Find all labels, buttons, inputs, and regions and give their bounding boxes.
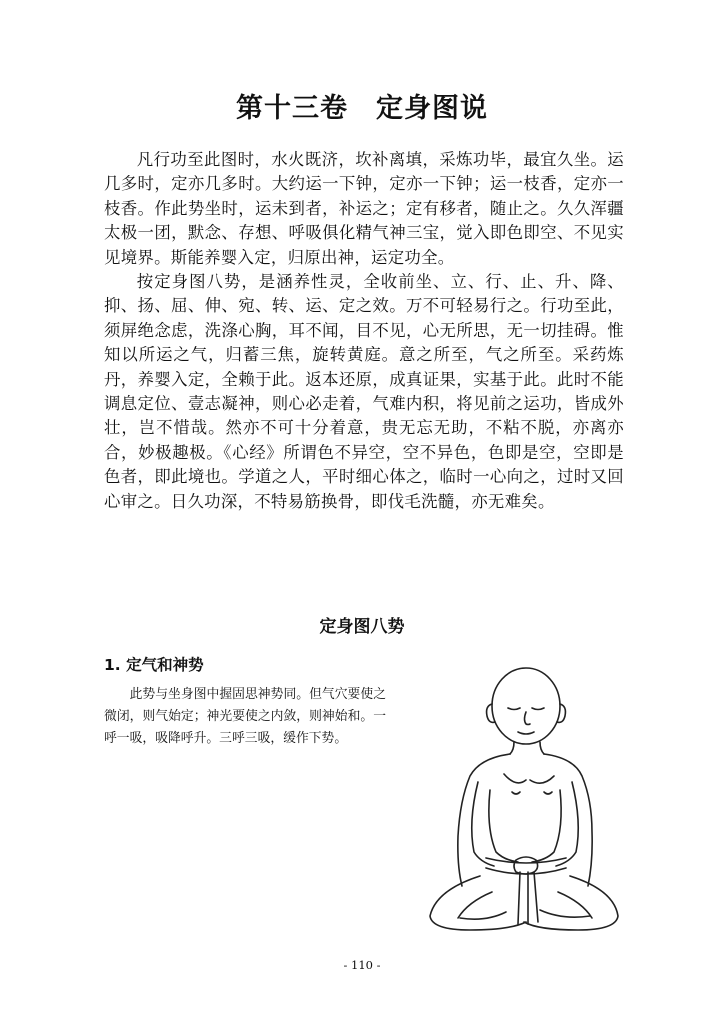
- subsection-paragraph: 此势与坐身图中握固思神势同。但气穴要使之微闭，则气始定；神光要使之内敛，则神始和。一呼一吸，吸降呼升。三呼三吸，缓作下势。: [104, 687, 386, 746]
- chapter-title: 第十三卷 定身图说: [236, 93, 488, 124]
- seated-meditating-figure-illustration: [420, 662, 620, 934]
- page-number: - 110 -: [343, 958, 381, 972]
- paragraph: 按定身图八势，是涵养性灵，全收前坐、立、行、止、升、降、抑、扬、屈、伸、宛、转、运、定之效。万不可轻易行之。行功至此，须屏绝念虑，洗涤心胸，耳不闻，目不见，心无所思，无一切挂碍。惟知以所运之气，归蓄三焦，旋转黄庭。意之所至，气之所至。采药炼丹，养婴入定，全赖于此。返本还原，成真证果，实基于此。此时不能调息定位、壹志凝神，则心必走着，气难内积，将见前之运功，皆成外壮，岂不惜哉。然亦不可十分着意，贵无忘无助，不粘不脱，亦离亦合，妙极趣极。《心经》所谓色不异空，空不异色，色即是空，空即是色者，即此境也。学道之人，平时细心体之，临时一心向之，过时又回心审之。日久功深，不特易筋换骨，即伐毛洗髓，亦无难矣。: [104, 272, 624, 511]
- subsection-text: [104, 684, 386, 750]
- main-text: [104, 148, 624, 514]
- subsection-title: 1. 定气和神势: [104, 656, 204, 674]
- section-title: 定身图八势: [319, 617, 405, 637]
- paragraph: 凡行功至此图时，水火既济，坎补离填，采炼功毕，最宜久坐。运几多时，定亦几多时。大约运一下钟，定亦一下钟；运一枝香，定亦一枝香。作此势坐时，运未到者，补运之；定有移者，随止之。久久浑疆太极一团，默念、存想、呼吸俱化精气神三宝，觉入即色即空、不见实见境界。斯能养婴入定，归原出神，运定功全。: [104, 150, 624, 267]
